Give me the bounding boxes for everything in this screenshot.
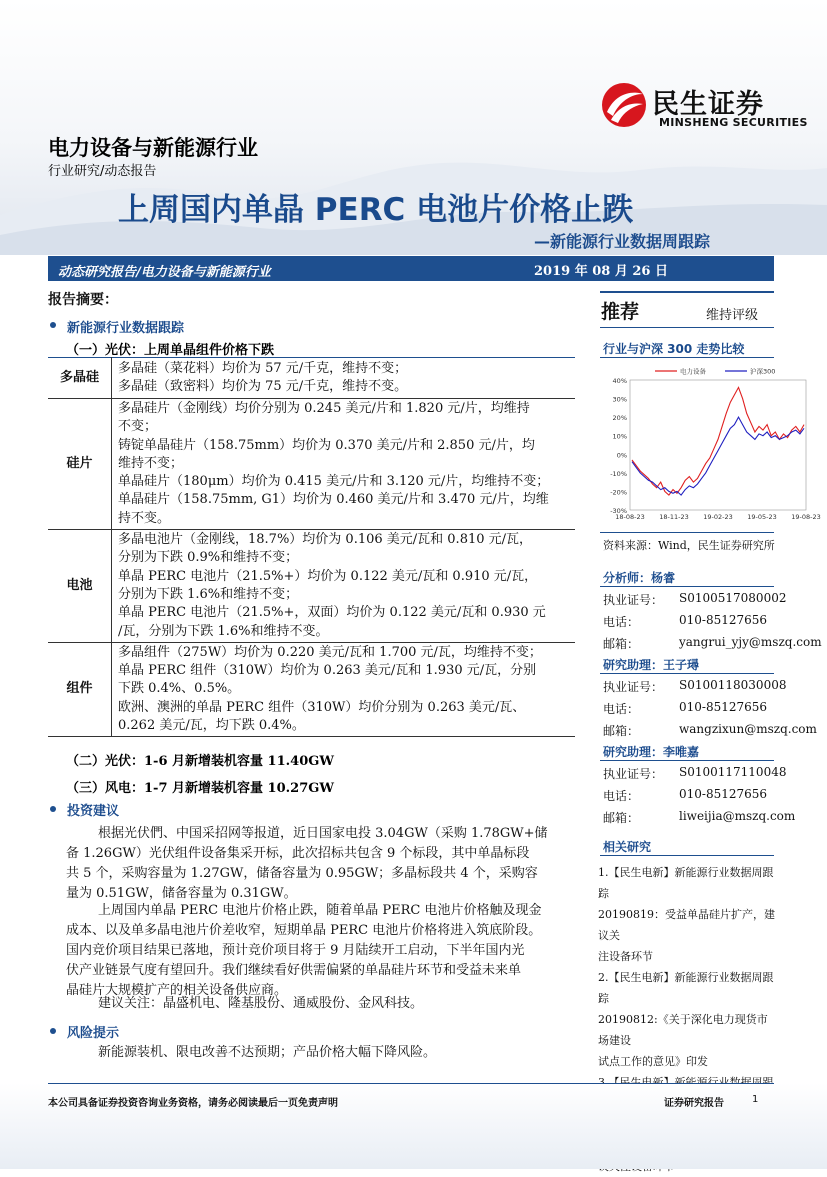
chart-source: 资料来源：Wind，民生证券研究所 bbox=[603, 539, 775, 552]
mail-address[interactable]: wangzixun@mszq.com bbox=[679, 722, 817, 736]
list-item[interactable]: 2.【民生电新】新能源行业数据周跟踪 bbox=[598, 971, 774, 1005]
pv-capacity-heading: （二）光伏：1-6 月新增装机容量 11.40GW bbox=[66, 754, 334, 769]
list-item[interactable]: 1.【民生电新】新能源行业数据周跟踪 bbox=[598, 866, 774, 900]
abstract-label: 报告摘要： bbox=[48, 292, 118, 308]
divider bbox=[600, 357, 774, 358]
divider bbox=[600, 327, 774, 328]
tel-label: 电话： bbox=[603, 702, 640, 716]
legend-label: 沪深300 bbox=[750, 367, 776, 376]
price-table bbox=[48, 357, 575, 737]
header-bar bbox=[48, 256, 774, 281]
series-line-industry bbox=[632, 387, 804, 495]
table-cell: 多晶硅片（金刚线）均价分别为 0.245 美元/片和 1.820 元/片，均维持 不变； 铸锭单晶硅片（158.75mm）均价为 0.370 美元/片和 2.850 元/片，均 维持不变； 单晶硅片（180μm）均价为 0.415 美元/片和 3.120 元/片，均维持不变； 单晶硅片（158.75mm, G1）均价为 0.460 美元/片和 3.470 元/片，均维 持不变。 bbox=[112, 399, 576, 530]
investment-paragraph-1: 根据光伏們、中国采招网等报道，近日国家电投 3.04GW（采购 1.78GW+储 备 1.26GW）光伏组件设备集采开标，此次招标共包含 9 个标段，其中单晶标段 共 5 个，采购容量为 1.27GW，储备容量为 0.95GW；多晶标段共 4 个，采购容 量为 0.51GW，储备容量为 0.31GW。 bbox=[66, 826, 548, 901]
series-line-index bbox=[632, 417, 804, 495]
rating-label: 维持评级 bbox=[706, 308, 759, 323]
table-cell: 多晶组件（275W）均价为 0.220 美元/瓦和 1.700 元/瓦，均维持不变； 单晶 PERC 组件（310W）均价为 0.263 美元/瓦和 1.930 元/瓦，分别 下跌 0.4%、0.5%。 欧洲、澳洲的单晶 PERC 组件（310W）均价分别为 0.263 美元/瓦、 0.262 美元/瓦，均下跌 0.4%。 bbox=[112, 642, 576, 736]
report-date: 2019 年 08 月 26 日 bbox=[534, 264, 668, 279]
cert-label: 执业证号： bbox=[603, 593, 664, 607]
mail-label: 邮箱： bbox=[603, 811, 640, 825]
header-bar-category: 动态研究报告/电力设备与新能源行业 bbox=[58, 265, 271, 280]
y-tick-label: 0% bbox=[616, 451, 627, 460]
x-tick-label: 18-11-23 bbox=[659, 513, 689, 521]
report-title: 上周国内单晶 PERC 电池片价格止跌 bbox=[118, 192, 634, 228]
tel-number: 010-85127656 bbox=[679, 700, 768, 714]
mail-address[interactable]: yangrui_yjy@mszq.com bbox=[679, 635, 822, 649]
x-tick-label: 18-08-23 bbox=[615, 513, 645, 521]
analyst-label: 分析师：杨睿 bbox=[603, 571, 676, 585]
divider bbox=[600, 532, 774, 533]
risk-title: 风险提示 bbox=[67, 1026, 120, 1041]
page-number: 1 bbox=[752, 1094, 759, 1105]
tel-number: 010-85127656 bbox=[679, 787, 768, 801]
y-tick-label: -30% bbox=[610, 507, 627, 515]
divider bbox=[600, 760, 774, 761]
chart-plot-frame bbox=[630, 380, 806, 510]
section-title-tracking: 新能源行业数据跟踪 bbox=[67, 321, 185, 336]
x-tick-label: 19-08-23 bbox=[791, 513, 821, 521]
mail-label: 邮箱： bbox=[603, 637, 640, 651]
table-row bbox=[48, 530, 575, 643]
y-tick-label: 40% bbox=[612, 377, 627, 385]
list-item[interactable]: 试点工作的意见》印发 bbox=[598, 1055, 708, 1068]
trend-chart bbox=[600, 362, 821, 530]
brand-name-cn: 民生证券 bbox=[652, 89, 764, 120]
table-category: 组件 bbox=[48, 642, 112, 736]
table-category: 电池 bbox=[48, 530, 112, 643]
cert-number: S0100517080002 bbox=[679, 591, 787, 605]
risk-text: 新能源装机、限电改善不达预期；产品价格大幅下降风险。 bbox=[98, 1045, 437, 1060]
divider bbox=[600, 673, 774, 674]
pv-heading: （一）光伏：上周单晶组件价格下跌 bbox=[66, 343, 275, 358]
investment-suggestion: 建议关注：晶盛机电、隆基股份、通威股份、金风科技。 bbox=[98, 996, 424, 1011]
assistant2-label: 研究助理：李唯嘉 bbox=[603, 745, 700, 759]
table-category: 多晶硅 bbox=[48, 358, 112, 399]
divider bbox=[600, 586, 774, 587]
list-item[interactable]: 注设备环节 bbox=[598, 950, 653, 963]
report-type: 行业研究/动态报告 bbox=[48, 164, 157, 179]
tel-label: 电话： bbox=[603, 789, 640, 803]
tel-number: 010-85127656 bbox=[679, 613, 768, 627]
bullet-icon bbox=[50, 1028, 56, 1034]
cert-number: S0100118030008 bbox=[679, 678, 787, 692]
table-row bbox=[48, 399, 575, 530]
investment-paragraph-2: 上周国内单晶 PERC 电池片价格止跌，随着单晶 PERC 电池片价格触及现金 成本、以及单多晶电池片价差收窄，短期单晶 PERC 电池片价格将进入筑底阶段。 国内竞价项目结果已落地，预计竞价项目将于 9 月陆续开工启动，下半年国内光 伏产业链景气度有望回升。我们继续看好供需偏紧的单晶硅片环节和受益未来单 晶硅片大规模扩产的相关设备供应商。 bbox=[66, 903, 542, 998]
cert-number: S0100117110048 bbox=[679, 765, 787, 779]
x-tick-label: 19-05-23 bbox=[747, 513, 777, 521]
y-tick-label: 30% bbox=[612, 395, 627, 404]
footer-disclaimer: 本公司具备证券投资咨询业务资格，请务必阅读最后一页免责声明 bbox=[48, 1098, 338, 1109]
chart-title: 行业与沪深 300 走势比较 bbox=[603, 342, 745, 356]
mail-address[interactable]: liweijia@mszq.com bbox=[679, 809, 796, 823]
footer-label: 证券研究报告 bbox=[664, 1098, 724, 1109]
y-tick-label: -20% bbox=[610, 488, 627, 497]
y-tick-label: 10% bbox=[612, 432, 627, 441]
y-tick-label: -10% bbox=[610, 469, 627, 478]
table-cell: 多晶硅（菜花料）均价为 57 元/千克，维持不变； 多晶硅（致密料）均价为 75 元/千克，维持不变。 bbox=[112, 358, 576, 399]
report-subtitle: —新能源行业数据周跟踪 bbox=[534, 232, 711, 251]
footer-divider bbox=[48, 1083, 774, 1084]
legend-label: 电力设备 bbox=[680, 367, 706, 376]
y-tick-label: 20% bbox=[612, 414, 627, 423]
table-cell: 多晶电池片（金刚线，18.7%）均价为 0.106 美元/瓦和 0.810 元/瓦， 分别为下跌 0.9%和维持不变； 单晶 PERC 电池片（21.5%+）均价为 0.122 美元/瓦和 0.910 元/瓦， 分别为下跌 1.6%和维持不变； 单晶 PERC 电池片（21.5%+，双面）均价为 0.122 美元/瓦和 0.930 元 /瓦，分别为下跌 1.6%和维持不变。 bbox=[112, 530, 576, 643]
related-research-label: 相关研究 bbox=[603, 840, 652, 854]
wind-capacity-heading: （三）风电：1-7 月新增装机容量 10.27GW bbox=[66, 781, 334, 796]
bullet-icon bbox=[50, 322, 56, 328]
divider bbox=[600, 855, 774, 856]
cert-label: 执业证号： bbox=[603, 680, 664, 694]
mail-label: 邮箱： bbox=[603, 724, 640, 738]
list-item[interactable]: 20190819：受益单晶硅片扩产，建议关 bbox=[598, 908, 775, 942]
table-category: 硅片 bbox=[48, 399, 112, 530]
recommend-label: 推荐 bbox=[601, 301, 640, 323]
assistant1-label: 研究助理：王子璕 bbox=[603, 658, 700, 672]
bullet-icon bbox=[50, 806, 56, 812]
list-item[interactable]: 20190812:《关于深化电力现货市场建设 bbox=[598, 1013, 768, 1047]
table-row bbox=[48, 642, 575, 736]
cert-label: 执业证号： bbox=[603, 767, 664, 781]
tel-label: 电话： bbox=[603, 615, 640, 629]
divider bbox=[600, 291, 774, 293]
x-tick-label: 19-02-23 bbox=[703, 513, 733, 521]
investment-title: 投资建议 bbox=[67, 804, 120, 819]
brand-name-en: MINSHENG SECURITIES bbox=[659, 116, 808, 129]
industry-title: 电力设备与新能源行业 bbox=[48, 136, 258, 160]
table-row bbox=[48, 358, 575, 399]
brand-logo-icon bbox=[601, 82, 647, 128]
